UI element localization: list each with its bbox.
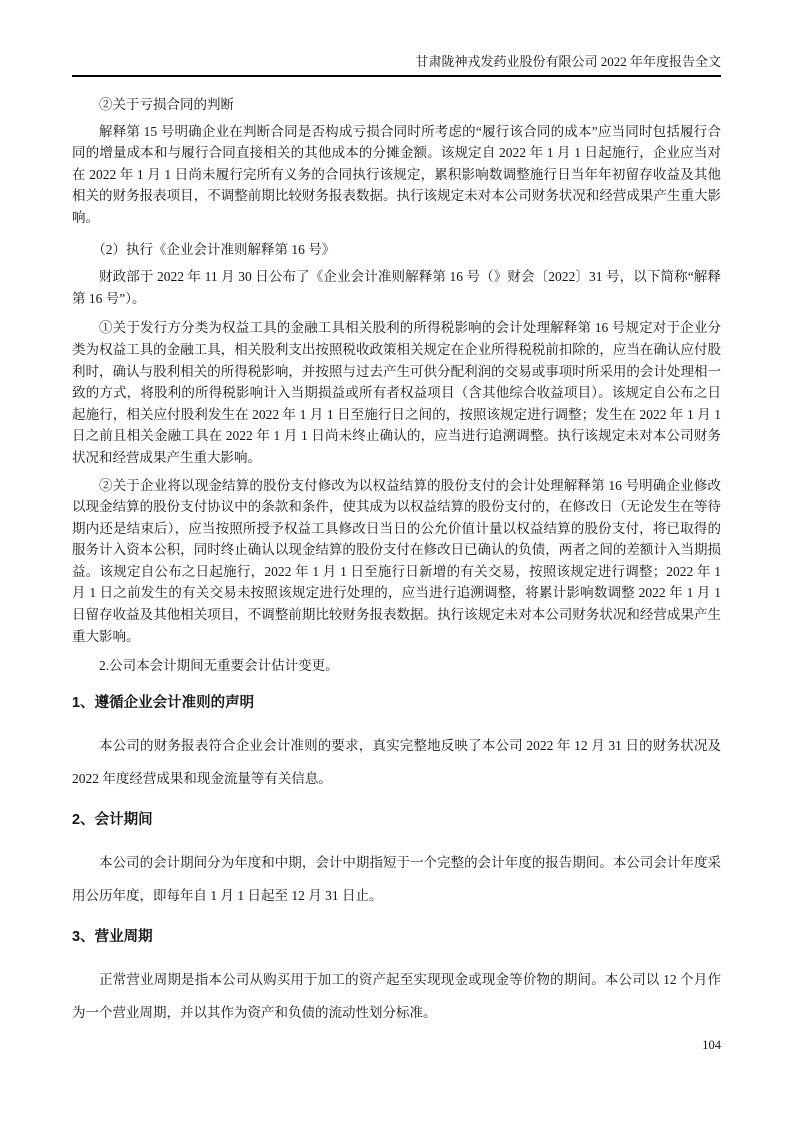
paragraph-no-estimate-change: 2.公司本会计期间无重要会计估计变更。 — [99, 658, 339, 674]
paragraph-item2-share-payment: ②关于企业将以现金结算的股份支付修改为以权益结算的股份支付的会计处理解释第 16 号明确企业修改以现金结算的股份支付协议中的条款和条件，使其成为以权益结算的股份支付的，在修改日（无论发生在等待期内还是结束后），应当按照所授予权益工具修改日当日的公允价值计量以权益结算的股份支付，将已取得的服务计入资本公积，同时终止确认以现金结算的股份支付在修改日已确认的负债，两者之间的差额计入当期损益。该规定自公布之日起施行，2022 年 1 月 1 日至施行日新增的有关交易，按照该规定进行调整；2022 年 1 月 1 日之前发生的有关交易未按照该规定进行处理的，应当进行追溯调整，将累计影响数调整 2022 年 1 月 1 日留存收益及其他相关项目，不调整前期比较财务报表数据。执行该规定未对本公司财务状况和经营成果产生重大影响。 — [72, 477, 721, 644]
sub-heading-loss-contract: ②关于亏损合同的判断 — [99, 97, 234, 112]
page-header-title: 甘肃陇神戎发药业股份有限公司 2022 年年度报告全文 — [72, 54, 721, 77]
section-heading-operating-cycle: 3、营业周期 — [72, 928, 153, 945]
paragraph-accounting-standards-statement: 本公司的财务报表符合企业会计准则的要求，真实完整地反映了本公司 2022 年 12 月 31 日的财务状况及 2022 年度经营成果和现金流量等有关信息。 — [72, 737, 721, 786]
page-content — [72, 88, 721, 1029]
paragraph-item1-dividend-tax: ①关于发行方分类为权益工具的金融工具相关股利的所得税影响的会计处理解释第 16 号规定对于企业分类为权益工具的金融工具，相关股利支出按照税收政策相关规定在企业所得税税前扣除的，应当在确认应付股利时，确认与股利相关的所得税影响，并按照与过去产生可供分配利润的交易或事项时所采用的会计处理相一致的方式，将股利的所得税影响计入当期损益或所有者权益项目（含其他综合收益项目）。该规定自公布之日起施行，相关应付股利发生在 2022 年 1 月 1 日至施行日之间的，按照该规定进行调整；发生在 2022 年 1 月 1 日之前且相关金融工具在 2022 年 1 月 1 日尚未终止确认的，应当进行追溯调整。执行该规定未对本公司财务状况和经营成果产生重大影响。 — [72, 320, 721, 465]
page-number: 104 — [702, 1038, 721, 1052]
paragraph-interpretation-15: 解释第 15 号明确企业在判断合同是否构成亏损合同时所考虑的“履行该合同的成本”应当同时包括履行合同的增量成本和与履行合同直接相关的其他成本的分摊金额。该规定自 2022 年 1 月 1 日起施行，企业应当对在 2022 年 1 月 1 日尚未履行完所有义务的合同执行该规定，累积影响数调整施行日当年年初留存收益及其他相关的财务报表项目，不调整前期比较财务报表数据。执行该规定未对本公司财务状况和经营成果产生重大影响。 — [72, 123, 721, 225]
section-heading-accounting-standards-statement: 1、遵循企业会计准则的声明 — [72, 694, 255, 711]
paragraph-mof-announcement: 财政部于 2022 年 11 月 30 日公布了《企业会计准则解释第 16 号（》财会〔2022〕31 号，以下简称“解释第 16 号”）。 — [72, 269, 721, 306]
section-heading-accounting-period: 2、会计期间 — [72, 811, 153, 828]
paragraph-accounting-period: 本公司的会计期间分为年度和中期，会计中期指短于一个完整的会计年度的报告期间。本公司会计年度采用公历年度，即每年自 1 月 1 日起至 12 月 31 日止。 — [72, 854, 721, 903]
heading-interpretation-16: （2）执行《企业会计准则解释第 16 号》 — [92, 241, 336, 257]
paragraph-operating-cycle: 正常营业周期是指本公司从购买用于加工的资产起至实现现金或现金等价物的期间。本公司以 12 个月作为一个营业周期，并以其作为资产和负债的流动性划分标准。 — [72, 971, 721, 1020]
